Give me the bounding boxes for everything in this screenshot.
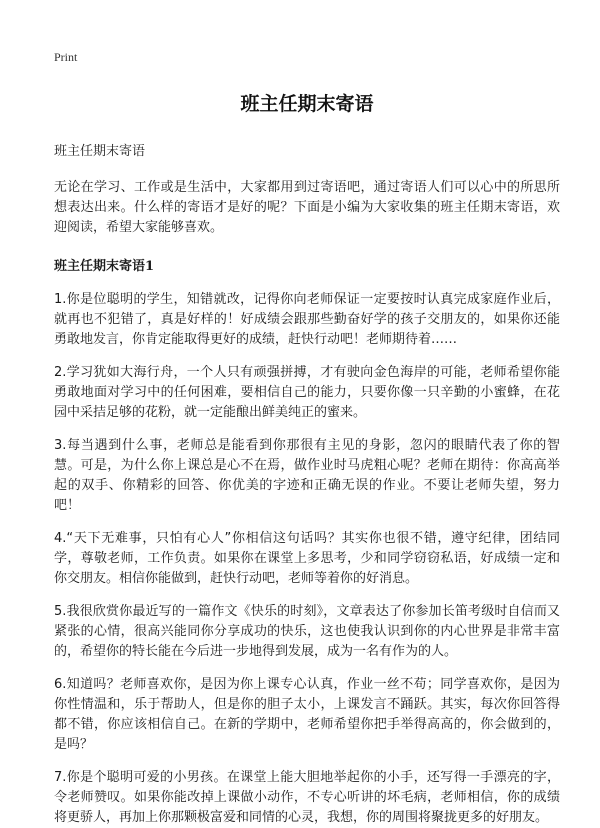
page-title: 班主任期末寄语: [240, 93, 374, 115]
list-item: 6.知道吗？老师喜欢你，是因为你上课专心认真，作业一丝不苟；同学喜欢你，是因为你性情温和，乐于帮助人，但是你的胆子太小，上课发言不踊跃。其实，每次你回答得都不错，你应该相信自己。在新的学期中，老师希望你把手举得高高的，你会做到的，是吗？: [54, 677, 560, 752]
section-heading: 班主任期末寄语1: [54, 259, 155, 274]
list-item: 4.“天下无难事，只怕有心人”你相信这句话吗？其实你也很不错，遵守纪律，团结同学，尊敬老师，工作负责。如果你在课堂上多思考，少和同学窃窃私语，好成绩一定和你交朋友。相信你能做到，赶快行动吧，老师等着你的好消息。: [54, 531, 560, 586]
intro-paragraph: 无论在学习、工作或是生活中，大家都用到过寄语吧，通过寄语人们可以心中的所思所想表达出来。什么样的寄语才是好的呢？下面是小编为大家收集的班主任期末寄语，欢迎阅读，希望大家能够喜欢。: [54, 180, 560, 235]
list-item: 3.每当遇到什么事，老师总是能看到你那很有主见的身影，忽闪的眼睛代表了你的智慧。可是，为什么你上课总是心不在焉，做作业时马虎粗心呢？老师在期待：你高高举起的双手、你精彩的回答、你优美的字迹和正确无误的作业。不要让老师失望，努力吧！: [54, 438, 560, 513]
list-item: 1.你是位聪明的学生，知错就改，记得你向老师保证一定要按时认真完成家庭作业后，就再也不犯错了，真是好样的！好成绩会跟那些勤奋好学的孩子交朋友的，如果你还能勇敢地发言，你肯定能取得更好的成绩，赶快行动吧！老师期待着……: [54, 292, 560, 347]
print-link[interactable]: Print: [54, 50, 78, 64]
document-subtitle: 班主任期末寄语: [54, 144, 146, 159]
list-item: 2.学习犹如大海行舟，一个人只有顽强拼搏，才有驶向金色海岸的可能，老师希望你能勇敢地面对学习中的任何困难，要相信自己的能力，只要你像一只辛勤的小蜜蜂，在花园中采拮足够的花粉，就一定能酿出鲜美纯正的蜜来。: [54, 365, 560, 420]
list-item: 7.你是个聪明可爱的小男孩。在课堂上能大胆地举起你的小手，还写得一手漂亮的字，令老师赞叹。如果你能改掉上课做小动作，不专心听讲的坏毛病，老师相信，你的成绩将更骄人，再加上你那颗极富爱和同情的心灵，我想，你的周围将聚拢更多的好朋友。: [54, 770, 560, 825]
list-item: 5.我很欣赏你最近写的一篇作文《快乐的时刻》，文章表达了你参加长笛考级时自信而又紧张的心情，很高兴能同你分享成功的快乐，这也使我认识到你的内心世界是非常丰富的，希望你的特长能在今后进一步地得到发展，成为一名有作为的人。: [54, 604, 560, 659]
